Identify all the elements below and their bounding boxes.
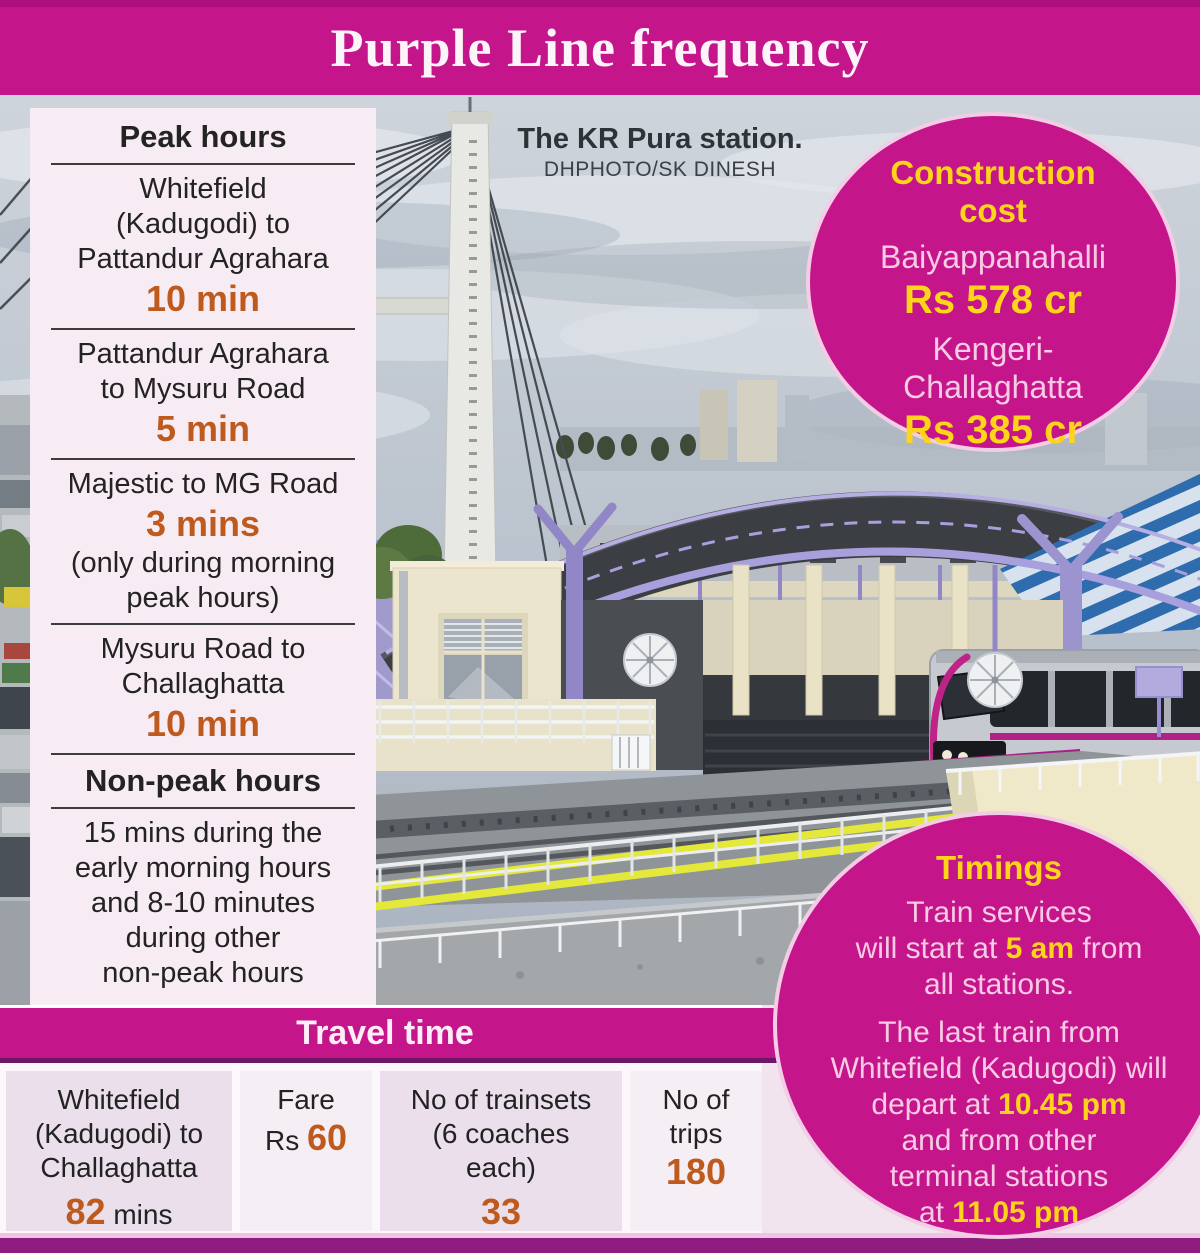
non-peak-line: early morning hours [74, 852, 332, 884]
cost-value-2: Rs 385 cr [904, 408, 1082, 452]
timings-line: Train services [906, 896, 1092, 929]
cell-line: (Kadugodi) to [34, 1118, 204, 1149]
route-3 [30, 467, 376, 616]
start-time: 5 am [1005, 932, 1075, 965]
timings-text: will start at [855, 932, 1006, 965]
bottom-strip [0, 1238, 1200, 1253]
frequency-value: 5 min [155, 408, 251, 449]
last-train-time-terminal: 11.05 pm [952, 1196, 1080, 1229]
divider [51, 328, 355, 330]
duration-value: 82 [65, 1191, 106, 1232]
caption-text: The KR Pura station. [517, 123, 803, 155]
timings-line: all stations. [923, 968, 1075, 1001]
route-note: peak hours) [126, 582, 280, 614]
timings-line [777, 1195, 1200, 1231]
route-line: Whitefield [139, 173, 267, 205]
timings-line: Whitefield (Kadugodi) will [830, 1052, 1168, 1085]
frequency-value: 10 min [145, 703, 261, 744]
divider [51, 163, 355, 165]
last-train-time-whitefield: 10.45 pm [998, 1088, 1127, 1121]
spacer [777, 1003, 1200, 1015]
route-note: (only during morning [70, 547, 336, 579]
cell-line: No of trainsets [410, 1084, 592, 1115]
peak-hours-title: Peak hours [119, 119, 287, 154]
cost-label-1: Baiyappanahalli [880, 239, 1106, 275]
route-1 [30, 172, 376, 321]
non-peak-line: and 8-10 minutes [90, 887, 316, 919]
non-peak-line: 15 mins during the [83, 817, 323, 849]
header-banner [0, 0, 1200, 95]
divider [51, 458, 355, 460]
cell-line: Fare [277, 1084, 335, 1115]
frequency-panel [30, 108, 376, 1005]
non-peak-text [30, 816, 376, 991]
travel-col-trips [630, 1071, 762, 1231]
platform-sign [1136, 667, 1182, 697]
travel-duration [6, 1191, 232, 1236]
timings-line: The last train from [878, 1016, 1120, 1049]
photo-credit: DHPHOTO/SK DINESH [543, 158, 777, 181]
timings-line [777, 931, 1200, 967]
fare-amount: 60 [306, 1117, 348, 1158]
travel-time-title: Travel time [296, 1013, 474, 1052]
construction-title-line2: cost [959, 192, 1027, 229]
route-line: Challaghatta [121, 668, 285, 700]
fare-value [240, 1117, 372, 1162]
cell-line: Challaghatta [40, 1152, 198, 1183]
timings-line: and from other [901, 1124, 1097, 1157]
timings-line: terminal stations [889, 1160, 1109, 1193]
divider [51, 753, 355, 755]
divider [51, 623, 355, 625]
frequency-value: 10 min [145, 278, 261, 319]
route-line: Pattandur Agrahara [77, 338, 329, 370]
cell-line: trips [669, 1118, 723, 1149]
timings-text: from [1074, 932, 1143, 965]
currency-label: Rs [264, 1125, 307, 1156]
timings-line [777, 1087, 1200, 1123]
cost-label-2b: Challaghatta [903, 369, 1083, 405]
trainset-count: 33 [480, 1191, 522, 1232]
non-peak-line: during other [125, 922, 281, 954]
route-line: Majestic to MG Road [67, 468, 339, 500]
travel-time-bar [0, 1008, 800, 1058]
page-title: Purple Line frequency [330, 17, 870, 78]
cell-line: (6 coaches [432, 1118, 570, 1149]
trip-count: 180 [665, 1151, 727, 1192]
timings-title: Timings [936, 849, 1062, 886]
divider [51, 807, 355, 809]
route-4 [30, 632, 376, 746]
route-2 [30, 337, 376, 451]
photo-caption [480, 122, 840, 184]
non-peak-title: Non-peak hours [85, 763, 321, 798]
non-peak-line: non-peak hours [102, 957, 304, 989]
travel-col-trainsets [380, 1071, 622, 1231]
cost-label-2a: Kengeri- [932, 331, 1054, 367]
construction-cost-bubble [806, 112, 1180, 452]
timings-text: depart at [871, 1088, 999, 1121]
duration-unit: mins [105, 1199, 173, 1230]
cost-value-1: Rs 578 cr [904, 278, 1082, 322]
cell-line: each) [465, 1152, 537, 1183]
cell-line: No of [662, 1084, 730, 1115]
route-line: Mysuru Road to [100, 633, 306, 665]
route-line: to Mysuru Road [100, 373, 306, 405]
frequency-value: 3 mins [145, 503, 261, 544]
timings-bubble [773, 811, 1200, 1239]
route-line: Pattandur Agrahara [77, 243, 329, 275]
route-line: (Kadugodi) to [115, 208, 291, 240]
travel-col-route [6, 1071, 232, 1231]
timings-text: at [918, 1196, 953, 1229]
construction-title-line1: Construction [890, 154, 1096, 191]
travel-table [0, 1063, 762, 1238]
travel-col-fare [240, 1071, 372, 1231]
cell-line: Whitefield [57, 1084, 181, 1115]
